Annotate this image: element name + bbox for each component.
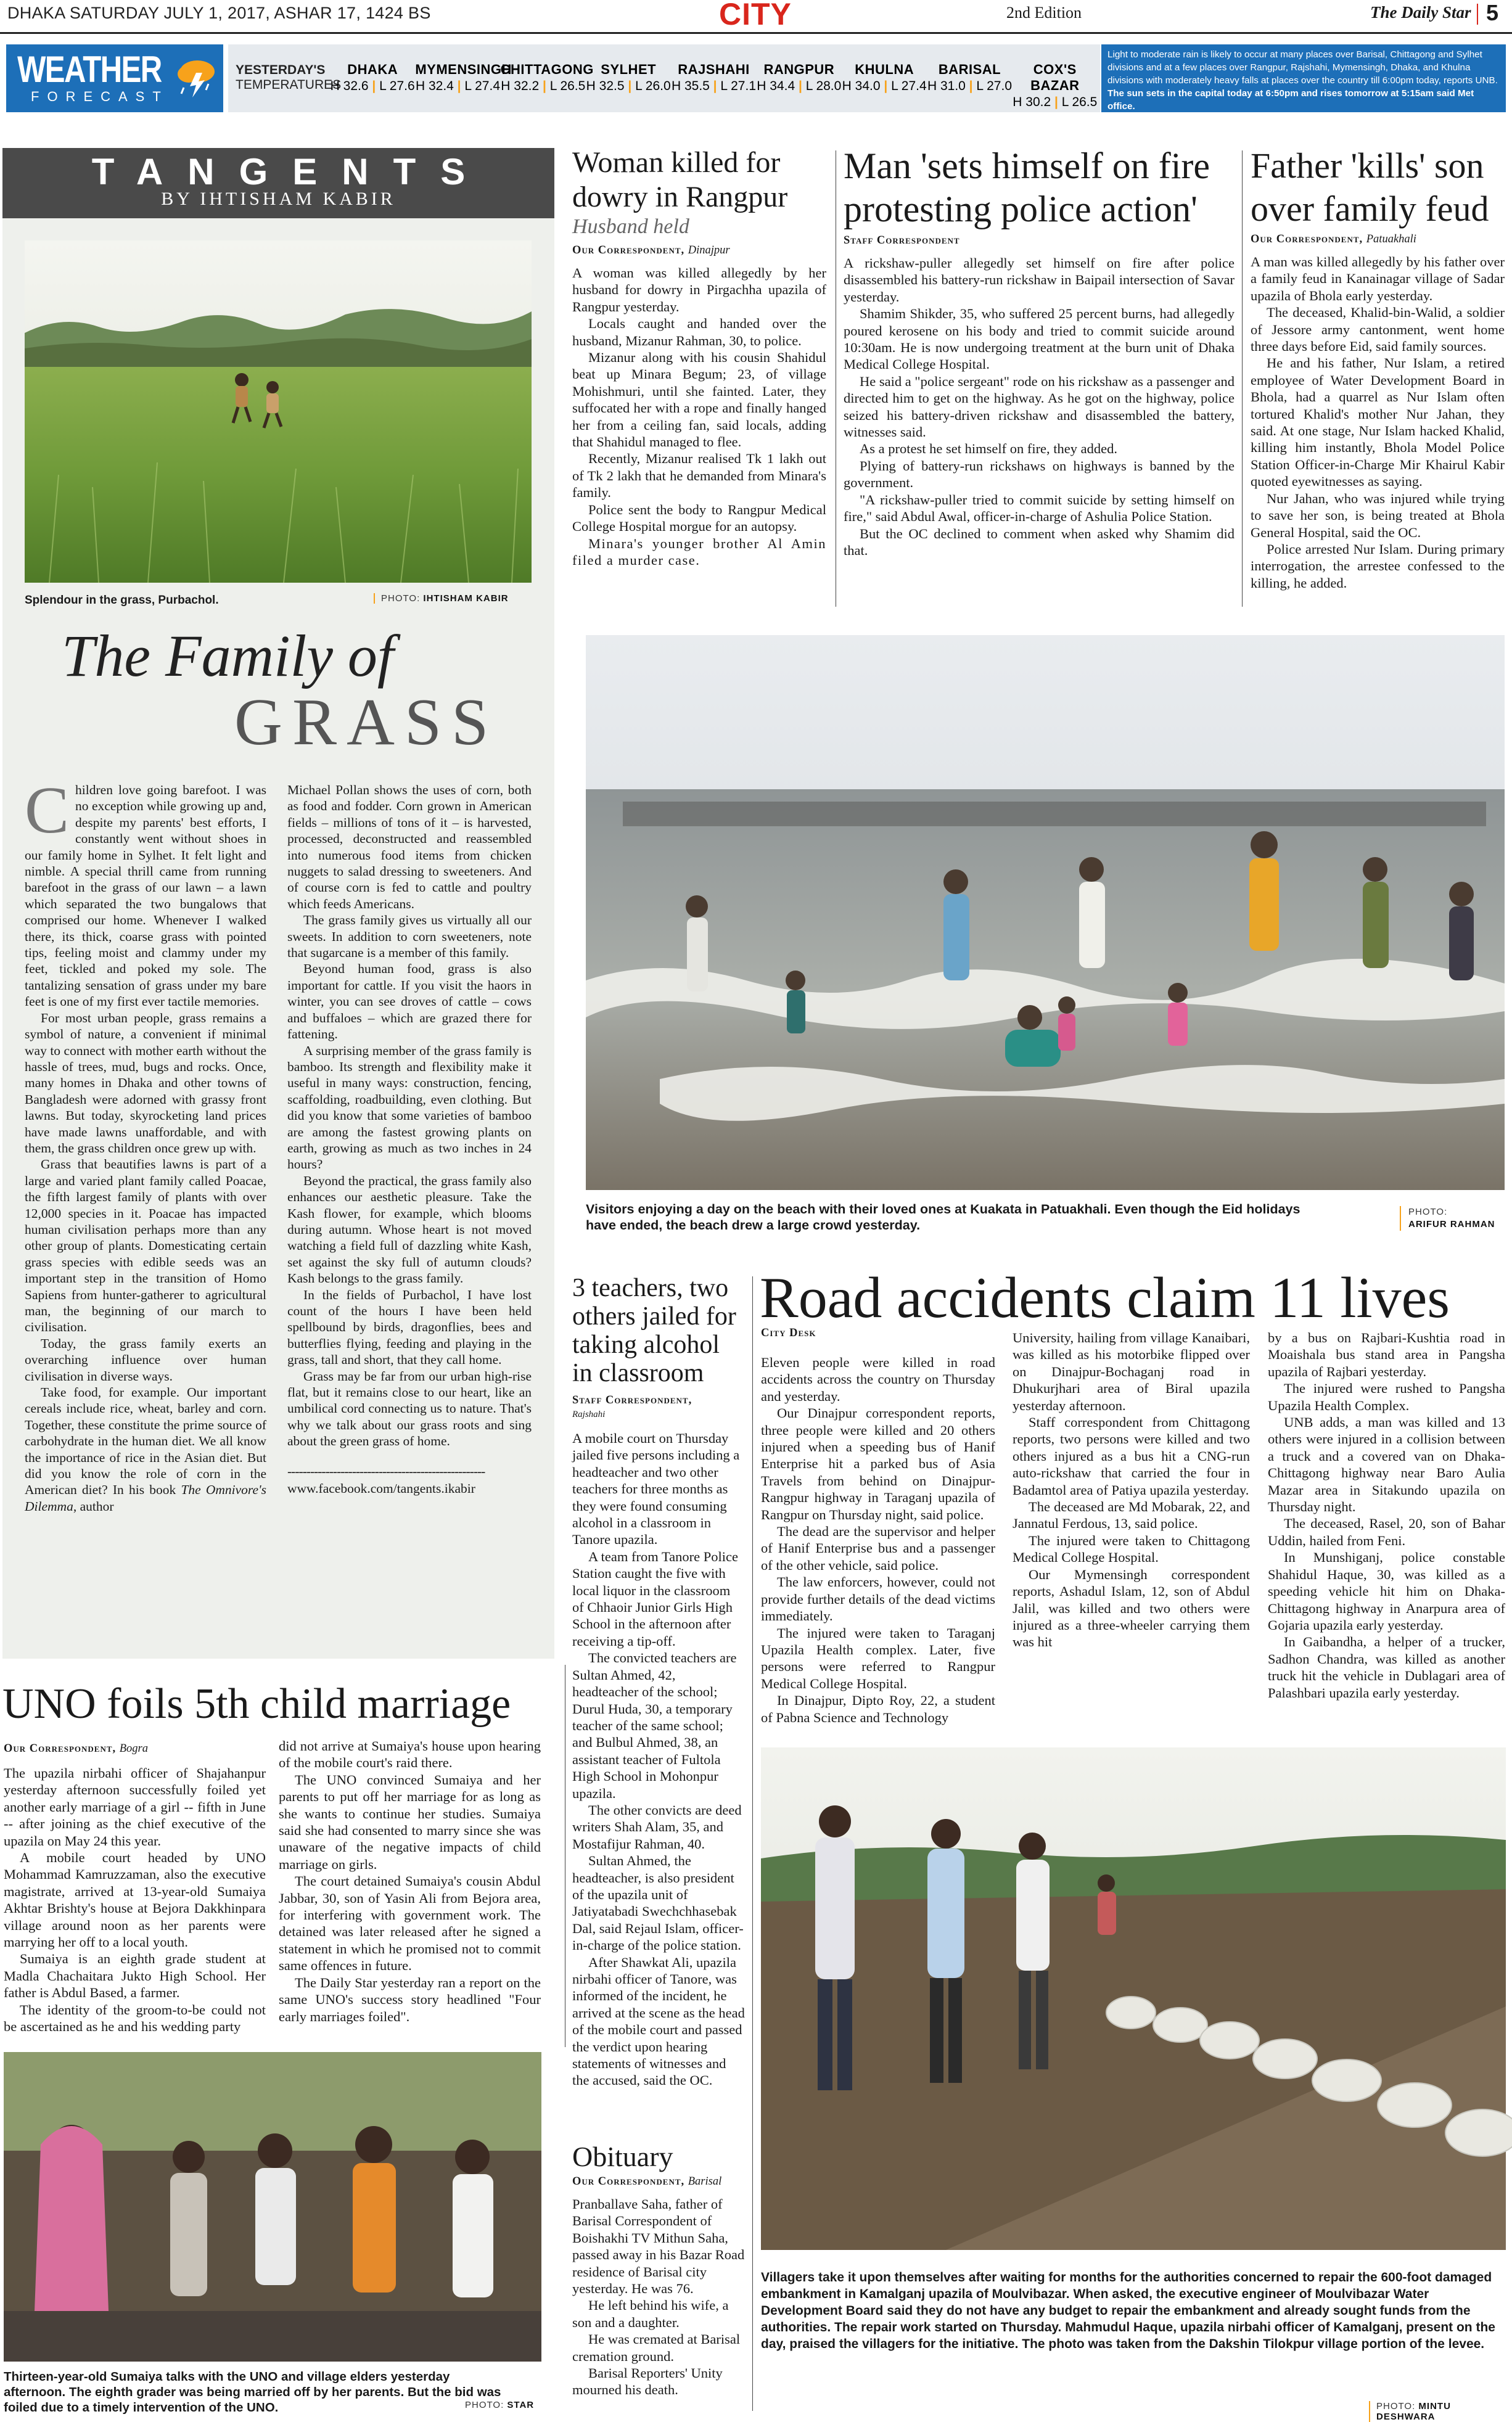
tangents-facebook-link[interactable]: www.facebook.com/tangents.ikabir	[287, 1481, 475, 1496]
tangents-para: Beyond the practical, the grass family also enhances our aesthetic pleasure. Take the Kash flower, for example, which blooms during autumn. Whose heart is not moved watching a field full of dazzling white Kash, set against the sky full of autumn clouds? Kash belongs to the grass family.	[287, 1173, 532, 1286]
weather-badge	[6, 44, 223, 112]
tangents-para: A surprising member of the grass family is bamboo. Its strength and flexibility make it useful in many ways: construction, fencing, scaffolding, roadbuilding, even clothing. But did you know that some varieties of bamboo are among the fastest growing plants on earth, growing as much as two inches in 24 hours?	[287, 1043, 532, 1172]
father-para: The deceased, Khalid-bin-Walid, a soldier of Jessore army cantonment, went home three days before Eid, said family sources.	[1251, 305, 1505, 355]
dowry-para: Locals caught and handed over the husband, Mizanur Rahman, 30, to police.	[572, 316, 826, 348]
road-para: UNB adds, a man was killed and 13 others were injured in a collision between a truck and a covered van on Dhaka-Chittagong highway near Baro Aulia Mazar area in Sitakundo upazila on Thursday night.	[1268, 1414, 1505, 1515]
tangents-col-1	[25, 774, 267, 1514]
tangents-para: Today, the grass family exerts an overarching influence over human civilisation in diverse ways.	[25, 1336, 266, 1384]
weather-cities	[330, 59, 1098, 109]
uno-para: The UNO convinced Sumaiya and her parents to put off her marriage for as long as she wants to continue her studies. Sumaiya said she had consented to marry since she was unaware of the negative impacts of child marriage on girls.	[279, 1771, 541, 1872]
weather-city-name: RANGPUR	[763, 62, 835, 77]
drop-cap: C	[25, 774, 70, 847]
uno-byline: Our Correspondent, Bogra	[4, 1743, 148, 1755]
dateline: DHAKA SATURDAY JULY 1, 2017, ASHAR 17, 1424 BS	[7, 4, 431, 22]
high-temp: H 31.0	[927, 79, 966, 93]
high-temp: H 34.0	[842, 79, 881, 93]
uno-col-1	[4, 1765, 266, 2035]
col-divider	[1242, 150, 1243, 607]
road-para: The dead are the supervisor and helper of Hanif Enterprise bus and a passenger of the other vehicle, said police.	[761, 1524, 995, 1573]
fire-para: But the OC declined to comment when asked why Shamim did that.	[844, 525, 1235, 558]
low-temp: L 28.0	[805, 79, 842, 93]
dowry-para: Mizanur along with his cousin Shahidul beat up Minara Begum; 23, of village Mohishmuri, until she fainted. Later, they suffocated her with a rope and finally hanged her from a ceiling fan, said locals, adding that Shahidul managed to flee.	[572, 350, 826, 450]
obituary-para: Pranballave Saha, father of Barisal Correspondent of Boishakhi TV Mithun Saha, passed away in his Bazar Road residence of Barisal city yesterday. He was 76.	[572, 2196, 745, 2297]
fire-para: A rickshaw-puller allegedly set himself on fire after police disassembled his battery-run rickshaw in Baipail intersection of Savar yesterday.	[844, 255, 1235, 305]
father-para: He and his father, Nur Islam, a retired employee of Water Development Board in Bhola, had a quarrel as Nur Islam often tortured Khalid's mother Nur Jahan, they said. At one stage, Nur Islam hacked Khalid, killing him instantly, Bhola Model Police Station Officer-in-Charge Mir Khairul Kabir quoted eyewitnesses as saying.	[1251, 355, 1505, 490]
temp-separator: |	[795, 79, 806, 93]
obituary-body	[572, 2196, 745, 2399]
dowry-para: A woman was killed allegedly by her husband for dowry in Pirgachha upazila of Rangpur yesterday.	[572, 265, 826, 314]
grass-title: GRASS	[234, 686, 499, 759]
weather-city-temps	[842, 79, 927, 94]
fire-para: As a protest he set himself on fire, they added.	[860, 441, 1118, 457]
fire-story	[844, 144, 1235, 559]
road-para: Our Mymensingh correspondent reports, Ashadul Islam, 12, son of Abdul Jalil, was killed and two others were injured as a three-wheeler carrying them was hit	[1013, 1566, 1250, 1650]
fire-para: He said a "police sergeant" rode on his rickshaw as a passenger and directed him to get on the highway. As he got on the highway, police seized his battery-driven rickshaw and disassembled the battery, witnesses said.	[844, 373, 1235, 440]
low-temp: L 27.4	[891, 79, 927, 93]
dowry-byline: Our Correspondent, Dinajpur	[572, 244, 730, 257]
weather-city-name: SYLHET	[601, 62, 657, 77]
high-temp: H 32.5	[586, 79, 625, 93]
low-temp: L 27.6	[379, 79, 415, 93]
weather-temps-panel	[228, 44, 1100, 112]
weather-city-name: KHULNA	[855, 62, 914, 77]
teachers-para: Sultan Ahmed, the headteacher, is also president of the upazila unit of Jatiyatabadi Swechchhasebak Dal, said Rejaul Islam, officer-in-charge of the police station.	[572, 1853, 744, 1953]
tangents-col-2	[287, 782, 532, 1496]
teachers-para: The other convicts are deed writers Shah Alam, 35, and Mostafijur Rahman, 40.	[572, 1802, 742, 1852]
weather-city-name: RAJSHAHI	[678, 62, 750, 77]
road-para: The deceased are Md Mobarak, 22, and Jannatul Ferdous, 13, said police.	[1013, 1499, 1250, 1532]
weather-city	[927, 59, 1012, 102]
road-para: The injured were rushed to Pangsha Upazila Health Complex.	[1268, 1381, 1505, 1413]
weather-city-temps	[1013, 95, 1098, 110]
road-para: University, hailing from village Kanaibari, was killed as his motorbike flipped over on Dinajpur-Bochaganj road in Dhukurjhari area of Biral upazila yesterday afternoon.	[1013, 1330, 1250, 1413]
weather-city	[415, 59, 512, 102]
weather-city-temps	[330, 79, 415, 94]
tangents-para: Beyond human food, grass is also important for cattle. If you visit the haors in winter, you can see droves of cattle – cows and buffaloes – which are grazed there for fattening.	[287, 961, 532, 1042]
weather-city-temps	[586, 79, 671, 94]
low-temp: L 27.0	[976, 79, 1012, 93]
road-para: The injured were taken to Taraganj Upazila Health complex. Later, five persons were referred to Rangpur Medical College Hospital.	[761, 1625, 995, 1691]
father-para: Nur Jahan, who was injured while trying to save her son, is being treated at Bhola General Hospital, said the OC.	[1251, 490, 1505, 540]
storm-cloud-icon	[173, 53, 220, 100]
father-para: Police arrested Nur Islam. During primary interrogation, the arrestee confessed to the killing, he added.	[1251, 541, 1505, 591]
weather-city	[586, 59, 671, 102]
weather-title: WEATHER	[17, 49, 162, 90]
beach-credit: PHOTO: ARIFUR RAHMAN	[1400, 1206, 1495, 1231]
weather-city-name: CHITTAGONG	[500, 62, 594, 77]
tangents-byline: BY IHTISHAM KABIR	[161, 189, 396, 209]
sun-text: The sun sets in the capital today at 6:50pm and rises tomorrow at 5:15am said Met office.	[1107, 88, 1474, 112]
weather-city	[500, 59, 594, 102]
teachers-headline: 3 teachers, two others jailed for taking alcohol in classroom	[572, 1274, 736, 1387]
tangents-para: Children love going barefoot. I was no exception while growing up and, despite my parents' best efforts, I constantly went without shoes in our family home in Sylhet. It felt light and nimble. A special thrill came from running barefoot in the grass of our lawn – a lawn which separated the two bungalows that comprised our home. Whenever I walked there, its thick, coarse grass with pointed tips, feeling moist and clammy under my feet, tickled and poked my sole. The tantalizing sensation of grass under my bare feet is one of my first ever tactile memories.	[25, 774, 266, 1009]
weather-bar	[6, 44, 1506, 112]
dowry-para: Recently, Mizanur realised Tk 1 lakh out of Tk 2 lakh that he demanded from Minara's family.	[572, 451, 826, 501]
page-number: 5	[1486, 0, 1499, 25]
high-temp: H 34.4	[757, 79, 795, 93]
high-temp: H 32.2	[501, 79, 540, 93]
uno-caption: Thirteen-year-old Sumaiya talks with the UNO and village elders yesterday afternoon. The eighth grader was being married off by her parents. But the bid was foiled due to a timely intervention of the UNO.	[4, 2370, 501, 2415]
uno-para: A mobile court headed by UNO Mohammad Kamruzzaman, also the executive magistrate, arrived at 13-year-old Sumaiya Akhtar Brishty's house at Bejora Dakkhinpara village around noon as her parents were marrying her off to a local youth.	[4, 1850, 266, 1950]
weather-city	[671, 59, 756, 102]
masthead	[0, 0, 1512, 32]
paper-name: The Daily Star	[1370, 3, 1471, 22]
road-para: In Gaibandha, a helper of a trucker, Sadhon Chandra, was killed as another truck hit the vehicle in Dublagari area of Palashbari upazila early yesterday.	[1268, 1634, 1505, 1701]
grass-photo-credit: PHOTO: IHTISHAM KABIR	[374, 593, 509, 604]
weather-city-name: MYMENSINGH	[415, 62, 512, 77]
temp-separator: |	[453, 79, 465, 93]
weather-city-temps	[927, 79, 1012, 94]
uno-para: Sumaiya is an eighth grade student at Madla Chachaitara Jukto High School. Her father is Abdul Based, a farmer.	[4, 1951, 266, 2001]
weather-city-temps	[501, 79, 586, 94]
weather-city	[330, 59, 415, 102]
father-story	[1251, 144, 1505, 591]
tangents-para: The grass family gives us virtually all our sweets. In addition to corn sweeteners, note that sugarcane is a member of this family.	[287, 913, 532, 961]
low-temp: L 27.4	[464, 79, 500, 93]
temp-separator: |	[539, 79, 550, 93]
road-para: The law enforcers, however, could not provide further details of the dead victims immediately.	[761, 1574, 995, 1624]
temp-separator: |	[624, 79, 636, 93]
edition: 2nd Edition	[1006, 4, 1082, 22]
weather-city-name: BARISAL	[938, 62, 1001, 77]
road-para: Eleven people were killed in road accidents across the country on Thursday and yesterday.	[761, 1355, 995, 1404]
tangents-para: Michael Pollan shows the uses of corn, both as food and fodder. Corn grown in American fields – millions of tons of it – is harvested, processed, deconstructed and reassembled into numerous food items from chicken nuggets to salad dressing to sweeteners. And of course corn is fed to cattle and poultry which feeds Americans.	[287, 782, 532, 911]
high-temp: H 30.2	[1013, 95, 1051, 109]
weather-city	[1013, 59, 1098, 109]
low-temp: L 27.1	[720, 79, 756, 93]
high-temp: H 32.6	[330, 79, 369, 93]
high-temp: H 32.4	[415, 79, 454, 93]
weather-city-temps	[671, 79, 756, 94]
teachers-byline: Staff Correspondent, Rajshahi	[572, 1394, 692, 1419]
father-headline: Father 'kills' son over family feud	[1251, 146, 1489, 229]
fire-para: Plying of battery-run rickshaws on highways is banned by the government.	[844, 458, 1235, 491]
road-col-3	[1268, 1329, 1505, 1701]
father-byline: Our Correspondent, Patuakhali	[1251, 233, 1416, 245]
tangents-para: Grass may be far from our urban high-rise flat, but it remains close to our heart, like an umbilical cord connecting us to nature. That's why we talk about our grass roots and sing about the green grass of home.	[287, 1368, 532, 1449]
levee-caption: Villagers take it upon themselves after waiting for months for the authorities concerned to repair the 600-foot damaged embankment in Kamalganj upazila of Moulvibazar. When asked, the executive engineer of Moulvibazar Water Development Board said they do not have any budget to repair the embankment and already sought funds from the authorities. The repair work started on Thursday. Mahmudul Haque, upazila nirbahi officer of Kamalganj, present on the day, praised the villagers for the initiative. The photo was taken from the Dakshin Tilokpur village portion of the levee.	[761, 2270, 1495, 2351]
weather-city-temps	[757, 79, 842, 94]
dowry-headline: Woman killed for dowry in Rangpur	[572, 146, 788, 213]
temp-separator: |	[709, 79, 721, 93]
uno-col-2	[279, 1738, 541, 2025]
road-byline: City Desk	[761, 1327, 816, 1339]
teachers-story	[572, 1274, 745, 2089]
obituary-para: Barisal Reporters' Unity mourned his death.	[572, 2365, 723, 2398]
father-body	[1251, 253, 1505, 591]
fire-byline: Staff Correspondent	[844, 234, 960, 247]
dowry-story	[572, 146, 826, 569]
low-temp: L 26.0	[635, 79, 671, 93]
beach-caption: Visitors enjoying a day on the beach with their loved ones at Kuakata in Patuakhali. Even though the Eid holidays have ended, the beach drew a large crowd yesterday.	[586, 1202, 1300, 1233]
tangents-para: Grass that beautifies lawns is part of a large and varied plant family called Poacae, the fifth largest family of plants with over 12,000 species in it. Poacae has impacted human civilisation perhaps more than any other group of plants. Domesticating certain grass species with edible seeds was an important step in the transition of Homo Sapiens from hunter-gatherer to agricultural man, the beginning of our march to civilisation.	[25, 1157, 266, 1335]
uno-para: The court detained Sumaiya's cousin Abdul Jabbar, 30, son of Yasin Ali from Bejora area, for interfering with government work. The detained was later released after he signed a statement in which he promised not to commit same offences in future.	[279, 1873, 541, 1974]
teachers-para: A mobile court on Thursday jailed five persons including a headteacher and two other teachers for three months as they were found consuming alcohol in a classroom in Tanore upazila.	[572, 1431, 740, 1548]
beach-photo	[586, 635, 1505, 1190]
page-number-separator	[1477, 4, 1478, 25]
uno-photo	[4, 2052, 541, 2362]
temp-separator: |	[965, 79, 977, 93]
uno-headline: UNO foils 5th child marriage	[2, 1680, 511, 1728]
tangents-para: In the fields of Purbachol, I have lost count of the hours I have been held spellbound by birds, dragonflies, bees and butterflies flying, feeding and playing in the grass, tall and short, that they call home.	[287, 1287, 532, 1368]
uno-para: did not arrive at Sumaiya's house upon hearing of the mobile court's raid there.	[279, 1738, 541, 1771]
grass-photo	[25, 240, 532, 583]
uno-para: The identity of the groom-to-be could not be ascertained as he and his wedding party	[4, 2001, 266, 2035]
teachers-para: The convicted teachers are Sultan Ahmed, 42, headteacher of the school; Durul Huda, 30, a temporary teacher of the same school; and Bulbul Ahmed, 38, an assistant teacher of Fultola High School in Mohonpur upazila.	[572, 1650, 737, 1801]
road-col-1	[761, 1354, 995, 1726]
road-para: The deceased, Rasel, 20, son of Bahar Uddin, hailed from Feni.	[1268, 1516, 1505, 1548]
uno-para: The Daily Star yesterday ran a report on the same UNO's success story headlined "Four early marriages foiled".	[279, 1974, 541, 2024]
weather-subtitle: FORECAST	[31, 89, 169, 104]
road-para: In Dinajpur, Dipto Roy, 22, a student of Pabna Science and Technology	[761, 1693, 995, 1725]
tangents-header	[2, 148, 554, 218]
road-para: The injured were taken to Chittagong Medical College Hospital.	[1013, 1532, 1250, 1566]
section-title: CITY	[719, 0, 792, 31]
fire-headline: Man 'sets himself on fire protesting police action'	[844, 146, 1210, 229]
road-para: In Munshiganj, police constable Shahidul Haque, 30, was killed as a speeding vehicle hit him on Dhaka-Chittagong highway in Anarpura area of Gojaria upazila early yesterday.	[1268, 1550, 1505, 1633]
dowry-para: Minara's younger brother Al Amin filed a murder case.	[572, 535, 826, 568]
road-para: Our Dinajpur correspondent reports, three people were killed and 20 others injured when a speeding bus of Hanif Enterprise hit a parked bus of Asia Travels from behind on Dinajpur-Rangpur highway in Taraganj upazila of Rangpur on Thursday night, said police.	[761, 1405, 995, 1522]
obituary-headline: Obituary	[572, 2141, 673, 2172]
obituary-story	[572, 2141, 745, 2399]
fire-body	[844, 255, 1235, 559]
dowry-para: Police sent the body to Rangpur Medical College Hospital morgue for an autopsy.	[572, 501, 826, 535]
obituary-para: He left behind his wife, a son and a daughter.	[572, 2297, 729, 2330]
col-divider	[752, 1276, 753, 2411]
levee-credit: PHOTO: MINTU DESHWARA	[1369, 2401, 1512, 2422]
tangents-title: TANGENTS	[91, 151, 490, 192]
teachers-para: A team from Tanore Police Station caught the five with local liquor in the classroom of Chhaoir Junior Girls High School in the afternoon after receiving a tip-off.	[572, 1548, 738, 1649]
masthead-rule	[0, 32, 1512, 34]
tangents-dashes: ----------------------------------------------------	[287, 1463, 485, 1479]
levee-photo	[761, 1747, 1506, 2250]
low-temp: L 26.5	[549, 79, 586, 93]
fire-para: "A rickshaw-puller tried to commit suicide by setting himself on fire," said Abdul Awal, officer-in-charge of Ashulia Police Station.	[844, 491, 1235, 525]
dowry-kicker: Husband held	[572, 215, 689, 238]
temp-separator: |	[368, 79, 380, 93]
weather-city-name: DHAKA	[347, 62, 398, 77]
temp-separator: |	[880, 79, 892, 93]
teachers-para: After Shawkat Ali, upazila nirbahi officer of Tanore, was informed of the incident, he arrived at the scene as the head of the mobile court and passed the verdict upon hearing statements of witnesses and the accused, said the OC.	[572, 1954, 745, 2088]
road-para: Staff correspondent from Chittagong reports, two persons were killed and two others injured as a bus hit a CNG-run auto-rickshaw that carried the four in Badamtol area of Patiya upazila yesterday.	[1013, 1414, 1250, 1498]
low-temp: L 26.5	[1061, 95, 1098, 109]
temp-separator: |	[1051, 95, 1062, 109]
road-col-2	[1013, 1329, 1250, 1651]
yesterday-label: YESTERDAY'S TEMPERATURES	[236, 63, 342, 92]
village-figures	[4, 2125, 541, 2362]
grass-photo-caption: Splendour in the grass, Purbachol.	[25, 594, 219, 607]
tangents-para: For most urban people, grass remains a symbol of nature, a convenient if minimal way to connect with mother earth without the hassle of trees, mud, bugs and rocks. Once, many homes in Dhaka and other towns of Bangladesh were adorned with grassy front lawns. But today, skyrocketing land prices have made lawns unaffordable, and with them, the grass children once grew up with.	[25, 1010, 266, 1156]
high-temp: H 35.5	[671, 79, 710, 93]
weather-city	[757, 59, 842, 102]
dowry-body	[572, 265, 826, 569]
uno-credit: PHOTO: STAR	[465, 2400, 535, 2410]
forecast-text: Light to moderate rain is likely to occur at many places over Barisal, Chittagong and Sylhet divisions and at a few places over Rangpur, Rajshahi, Mymensingh, Dhaka, and Khulna divisions with moderately heavy falls at places over the country till 6:00pm today, reports UNB.	[1107, 49, 1498, 86]
teachers-body	[572, 1430, 745, 2089]
obituary-byline: Our Correspondent, Barisal	[572, 2175, 722, 2188]
road-headline: Road accidents claim 11 lives	[760, 1266, 1450, 1330]
uno-para: The upazila nirbahi officer of Shajahanpur yesterday afternoon successfully foiled yet another early marriage of a girl -- fifth in June -- after joining as the chief executive of the upazila on May 24 this year.	[4, 1765, 266, 1849]
weather-city-temps	[415, 79, 500, 94]
weather-city-name: COX'S BAZAR	[1030, 62, 1080, 93]
tangents-para: Take food, for example. Our important cereals include rice, wheat, barley and corn. Together, these constitute the prime source of carbohydrate in the human diet. We all know the importance of rice in the Asian diet. But did you know the role of corn in the American diet? In his book The Omnivore's Dilemma, author	[25, 1385, 267, 1514]
family-title: The Family of	[62, 623, 394, 689]
weather-city	[842, 59, 927, 102]
father-para: A man was killed allegedly by his father over a family feud in Kanainagar village of Sadar upazila of Bhola early yesterday.	[1251, 254, 1505, 303]
fire-para: Shamim Shikder, 35, who suffered 25 percent burns, had allegedly poured kerosene on his body and tried to commit suicide around 10:30am. He is now undergoing treatment at the burn unit of Dhaka Medical College Hospital.	[844, 306, 1235, 372]
weather-forecast	[1101, 44, 1506, 112]
obituary-para: He was cremated at Barisal cremation ground.	[572, 2331, 741, 2364]
road-para: by a bus on Rajbari-Kushtia road in Moaishala bus stand area in Pangsha upazila of Rajbari yesterday.	[1268, 1330, 1505, 1379]
